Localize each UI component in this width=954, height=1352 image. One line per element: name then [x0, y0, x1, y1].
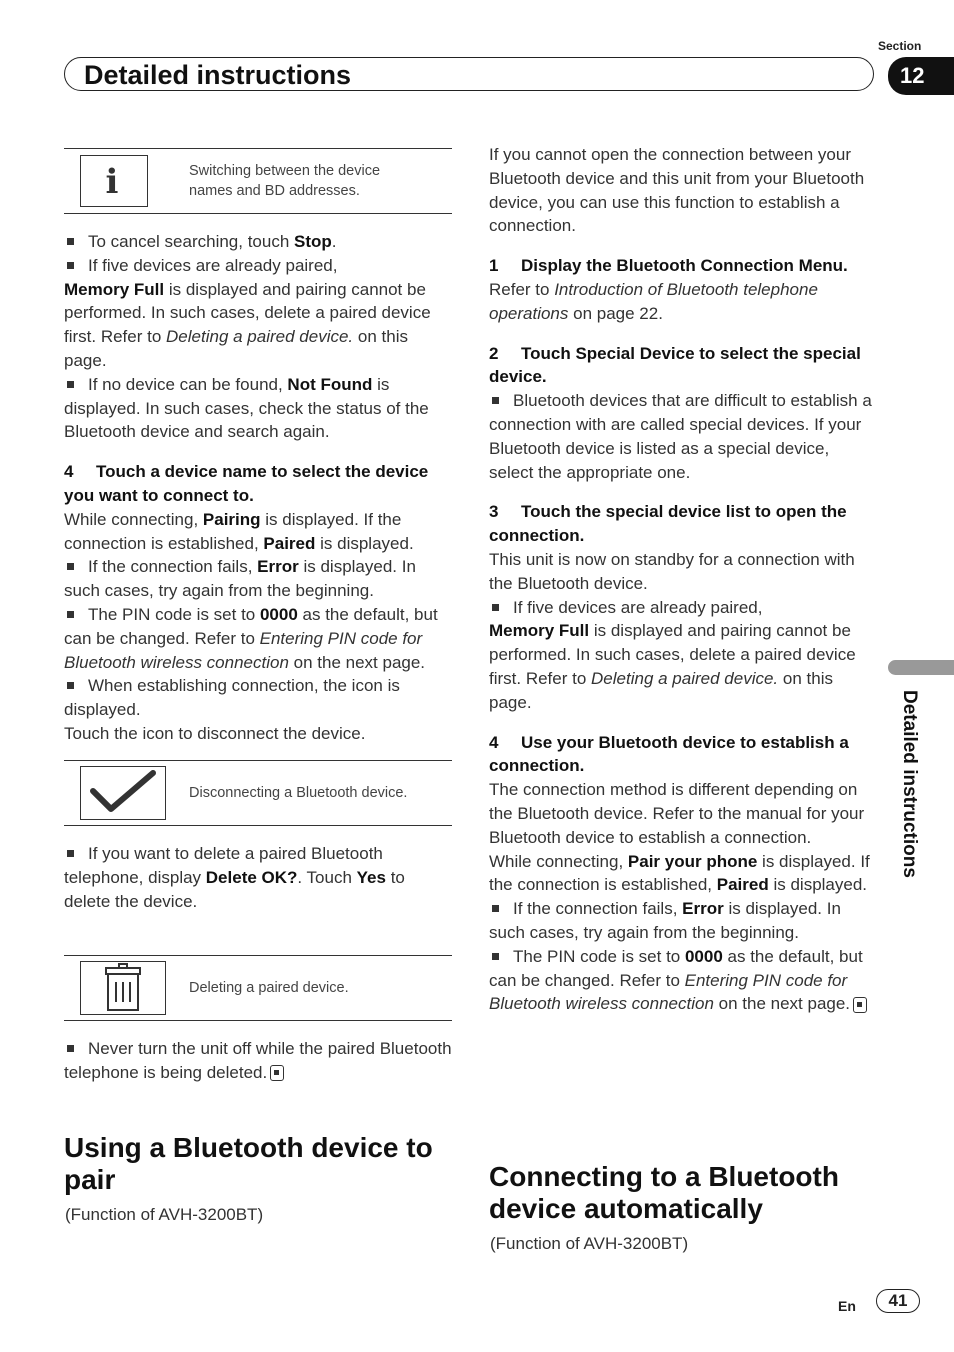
- list-item: If no device can be found, Not Found is displayed. In such cases, check the status of the Bluetooth device and search again.: [64, 374, 429, 442]
- list-item: The PIN code is set to 0000 as the default, but can be changed. Refer to Entering PIN code for Bluetooth wireless connection on the next page.: [64, 604, 438, 672]
- delete-icon-caption: Deleting a paired device.: [189, 980, 349, 996]
- list-item: Bluetooth devices that are difficult to establish a connection with are called special devices. If your Bluetooth device is listed as a special device, select the appropriate one.: [489, 391, 872, 482]
- svg-text:i: i: [105, 162, 119, 202]
- paragraph: While connecting, Pairing is displayed. If the connection is established, Paired is displayed.: [64, 509, 414, 553]
- side-tab-marker: [888, 660, 954, 675]
- paragraph: The connection method is different depending on the Bluetooth device. Refer to the manual for your Bluetooth device to establish a connection.: [489, 780, 865, 847]
- list-item: If the connection fails, Error is displayed. In such cases, try again from the beginning.: [489, 899, 841, 942]
- step-heading: 4 Touch a device name to select the device you want to connect to.: [64, 462, 429, 505]
- left-column-text-a: [64, 230, 452, 746]
- page-title: Detailed instructions: [84, 60, 352, 90]
- function-note: (Function of AVH-3200BT): [490, 1234, 689, 1253]
- list-item: Never turn the unit off while the paired Bluetooth telephone is being deleted.: [64, 1039, 452, 1082]
- paragraph: Memory Full is displayed and pairing cannot be performed. In such cases, delete a paired device first. Refer to Deleting a paired device. on this page.: [489, 621, 856, 712]
- trash-icon: [80, 961, 166, 1015]
- step-heading: 4 Use your Bluetooth device to establish a connection.: [489, 732, 849, 776]
- paragraph: Memory Full is displayed and pairing cannot be performed. In such cases, delete a paired device first. Refer to Deleting a paired device. on this page.: [64, 279, 431, 370]
- left-column-text-c: [64, 1037, 452, 1085]
- step-heading: 1 Display the Bluetooth Connection Menu.: [489, 256, 848, 276]
- page-number: 41: [876, 1289, 920, 1313]
- paragraph: This unit is now on standby for a connection with the Bluetooth device.: [489, 549, 855, 593]
- end-mark-icon: [853, 997, 867, 1013]
- function-note: (Function of AVH-3200BT): [65, 1205, 264, 1224]
- disconnect-icon-callout: [64, 760, 452, 826]
- right-column-text: [489, 143, 877, 1016]
- list-item: To cancel searching, touch Stop.: [64, 230, 452, 254]
- section-label: Section: [878, 39, 922, 53]
- info-icon: [80, 155, 148, 207]
- side-tab-label: Detailed instructions: [899, 690, 920, 878]
- list-item: If five devices are already paired,: [489, 596, 877, 620]
- list-item: The PIN code is set to 0000 as the default, but can be changed. Refer to Entering PIN code for Bluetooth wireless connection on the next page.: [489, 945, 877, 1016]
- list-item: If the connection fails, Error is displayed. In such cases, try again from the beginning.: [64, 557, 416, 601]
- delete-icon-callout: [64, 955, 452, 1021]
- paragraph: Refer to Introduction of Bluetooth telephone operations on page 22.: [489, 279, 818, 323]
- disconnect-icon-caption: Disconnecting a Bluetooth device.: [189, 785, 408, 801]
- list-item: If you want to delete a paired Bluetooth telephone, display Delete OK?. Touch Yes to delete the device.: [64, 844, 405, 911]
- left-column-text-b: [64, 842, 452, 913]
- step-heading: 2 Touch Special Device to select the special device.: [489, 343, 861, 387]
- section-heading-pair: Using a Bluetooth device to pair: [64, 1132, 433, 1195]
- list-item: If five devices are already paired,: [64, 254, 452, 278]
- paragraph: Touch the icon to disconnect the device.: [64, 723, 366, 743]
- step-heading: 3 Touch the special device list to open the connection.: [489, 502, 847, 546]
- language-code: En: [838, 1298, 856, 1314]
- section-heading-auto: Connecting to a Bluetooth device automatically: [489, 1161, 839, 1224]
- info-icon-callout: [64, 148, 452, 214]
- info-icon-caption: Switching between the device names and BD addresses.: [189, 163, 381, 199]
- paragraph: If you cannot open the connection between your Bluetooth device and this unit from your Bluetooth device, you can use this function to establish a connection.: [489, 145, 865, 236]
- checkmark-icon: [80, 766, 166, 820]
- section-number: 12: [888, 57, 954, 95]
- list-item: When establishing connection, the icon is displayed.: [64, 676, 400, 720]
- paragraph: While connecting, Pair your phone is displayed. If the connection is established, Paired is displayed.: [489, 851, 870, 895]
- end-mark-icon: [270, 1065, 284, 1081]
